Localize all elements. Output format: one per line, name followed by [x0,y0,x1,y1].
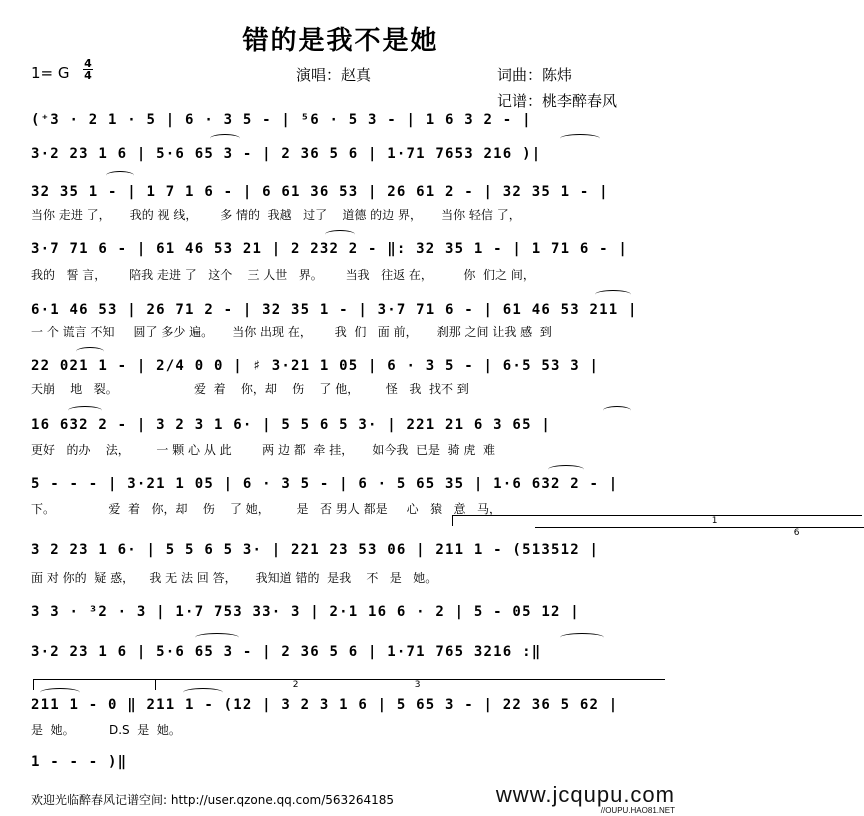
slur-arc [40,688,80,697]
staff-row [0,472,681,496]
lyric-line: 当你 走进 了， 我的 视 线， 多 情的 我越 过了 道德 的边 界， 当你 轻信 了， [31,208,521,222]
time-signature [82,58,94,81]
staff-row [0,298,681,322]
lyric-line: 下。 爱 着 你，却 伤 了 她， 是 否 男人 都是 心 猿 意 马， [31,502,501,516]
footer-credit: 欢迎光临醉春风记谱空间: http://user.qzone.qq.com/563264185 [31,793,395,807]
slur-arc [560,134,600,143]
second-ending-bracket: 2 [33,679,403,690]
notation-line: 3·2 23 1 6 | 5·6 65 3 - | 2 36 5 6 | 1·71 7653 216 )| [31,146,542,162]
staff-row [0,354,681,378]
notation-line: 3 2 23 1 6· | 5 5 6 5 3· | 221 23 53 06 | 211 1 - (513512 | [31,542,600,558]
lyric-line: 我的 誓 言， 陪我 走进 了 这个 三 人世 界。 当我 往返 在， 你 们之 间， [31,268,535,282]
slur-arc [76,347,104,356]
notation-line: (⁺3 · 2 1 · 5 | 6 · 3 5 - | ⁵6 · 5 3 - | 1 6 3 2 - | [31,112,532,128]
slur-arc [106,171,134,180]
slur-arc [595,290,631,299]
staff-row [0,600,681,624]
watermark-main: www.jcqupu.com [495,782,675,807]
site-watermark [496,784,675,815]
song-title: 错的是我不是她 [242,26,439,56]
slur-arc [325,230,355,239]
lyric-line: 面 对 你的 疑 惑， 我 无 法 回 答， 我知道 错的 是我 不 是 她。 [31,571,438,585]
first-ending-bracket: 1 [452,515,862,526]
lyric-line: 是 她。 D.S 是 她。 [31,723,181,737]
notation-line: 32 35 1 - | 1 7 1 6 - | 6 61 36 53 | 26 61 2 - | 32 35 1 - | [31,184,609,200]
notation-line: 1 - - - )‖ [31,754,128,770]
slur-arc [68,406,102,415]
staff-row [0,237,681,261]
slur-arc [548,465,584,474]
transcriber-credit: 记谱：桃李醉春风 [497,92,618,110]
notation-line: 3·2 23 1 6 | 5·6 65 3 - | 2 36 5 6 | 1·71 765 3216 :‖ [31,644,542,660]
slur-arc [560,633,604,642]
notation-line: 16 632 2 - | 3 2 3 1 6· | 5 5 6 5 3· | 221 21 6 3 65 | [31,417,551,433]
notation-line: 211 1 - 0 ‖ 211 1 - (12 | 3 2 3 1 6 | 5 65 3 - | 22 36 5 62 | [31,697,619,713]
notation-line: 5 - - - | 3·21 1 05 | 6 · 3 5 - | 6 · 5 65 35 | 1·6 632 2 - | [31,476,619,492]
slur-arc [195,633,239,642]
slur-arc [210,134,240,143]
notation-line: 22 021 1 - | 2/4 0 0 | ♯ 3·21 1 05 | 6 · 3 5 - | 6·5 53 3 | [31,358,600,374]
notation-line: 3 3 · ³2 · 3 | 1·7 753 33· 3 | 2·1 16 6 · 2 | 5 - 05 12 | [31,604,580,620]
staff-row [0,180,681,204]
staff-row [0,640,681,664]
slur-arc [603,406,631,415]
composer-credit: 词曲：陈炜 [497,66,573,84]
lyric-line: 天崩 地 裂。 爱 着 你，却 伤 了 他， 怪 我 找不 到 [31,382,469,396]
staff-row [0,693,681,717]
staff-row [0,142,681,166]
time-signature-top: 4 [84,57,92,70]
notation-line: 6·1 46 53 | 26 71 2 - | 32 35 1 - | 3·7 71 6 - | 61 46 53 211 | [31,302,638,318]
staff-row [0,538,681,562]
watermark-sub: //OUPU.HAO81.NET [600,806,675,815]
notation-line: 3·7 71 6 - | 61 46 53 21 | 2 232 2 - ‖: 32 35 1 - | 1 71 6 - | [31,241,628,257]
slur-arc [183,688,223,697]
third-ending-bracket: 3 [155,679,665,690]
lyric-line: 一 个 谎言 不知 圆了 多少 遍。 当你 出现 在， 我 们 面 前， 刹那 之间 让我 感 到 [31,325,552,339]
singer-credit: 演唱：赵真 [296,66,372,84]
staff-row [0,108,681,132]
tuplet-bracket: 6 [535,527,864,538]
staff-row [0,413,681,437]
key-signature: 1= G [31,64,70,82]
lyric-line: 更好 的办 法， 一 颗 心 从 此 两 边 都 牵 挂， 如今我 已是 骑 虎 难 [31,443,496,457]
staff-row [0,750,681,774]
time-signature-bottom: 4 [84,69,92,82]
